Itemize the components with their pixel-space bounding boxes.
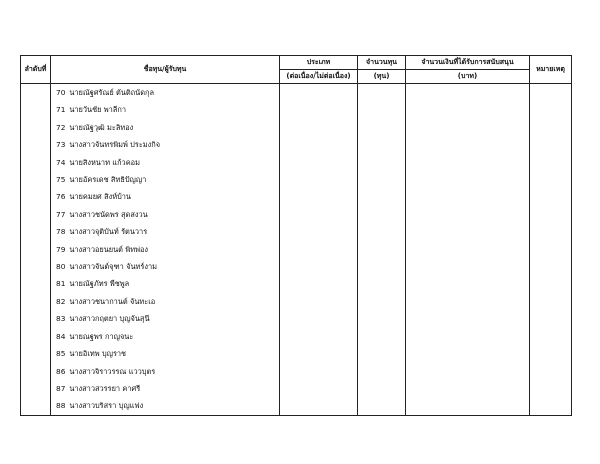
cell-name <box>51 136 280 153</box>
cell-name <box>51 397 280 415</box>
cell-type <box>280 188 358 205</box>
row-number: 70 <box>56 88 66 97</box>
row-number: 74 <box>56 157 66 167</box>
cell-name <box>51 154 280 171</box>
cell-no <box>21 363 51 380</box>
cell-note <box>530 101 572 118</box>
cell-amount <box>406 188 530 205</box>
cell-note <box>530 258 572 275</box>
header-note: หมายเหตุ <box>530 56 572 84</box>
table-header <box>21 56 572 84</box>
cell-note <box>530 397 572 415</box>
cell-amount <box>406 328 530 345</box>
cell-note <box>530 363 572 380</box>
recipient-name: นางสาวกฤตยา บุญจันสุนี <box>69 314 150 324</box>
cell-count <box>358 119 406 136</box>
table-row <box>21 84 572 102</box>
cell-no <box>21 397 51 415</box>
cell-count <box>358 188 406 205</box>
recipient-name: นางสาวชนากานต์ จันทะเอ <box>69 296 156 306</box>
header-no: ลำดับที่ <box>21 56 51 84</box>
table-row <box>21 363 572 380</box>
cell-count <box>358 136 406 153</box>
cell-no <box>21 223 51 240</box>
recipient-name: นางสาวจันต์จุฑา จันทร์งาม <box>69 262 157 272</box>
cell-count <box>358 171 406 188</box>
table-row <box>21 345 572 362</box>
row-number: 77 <box>56 209 66 219</box>
table-row <box>21 380 572 397</box>
cell-note <box>530 241 572 258</box>
cell-name <box>51 328 280 345</box>
row-number: 80 <box>56 262 66 272</box>
recipient-name: นายณัฐภัทร พืชพูล <box>69 279 130 289</box>
cell-name <box>51 84 280 102</box>
cell-type <box>280 363 358 380</box>
grant-table <box>20 55 572 416</box>
row-number: 87 <box>56 383 66 393</box>
cell-type <box>280 275 358 292</box>
row-number: 83 <box>56 314 66 324</box>
cell-name <box>51 101 280 118</box>
recipient-name: นางสาวอยนยนต์ พิทพ่อง <box>69 244 148 254</box>
row-number: 75 <box>56 175 66 185</box>
cell-count <box>358 223 406 240</box>
cell-name <box>51 206 280 223</box>
cell-type <box>280 101 358 118</box>
table-row <box>21 397 572 415</box>
recipient-name: นางสาวจุติบันท์ รัตนวาร <box>69 227 148 237</box>
cell-count <box>358 397 406 415</box>
cell-count <box>358 206 406 223</box>
cell-count <box>358 293 406 310</box>
cell-name <box>51 310 280 327</box>
cell-note <box>530 328 572 345</box>
cell-no <box>21 293 51 310</box>
cell-count <box>358 275 406 292</box>
recipient-name: นายณัฐวุฒิ มะลิทอง <box>69 122 134 132</box>
cell-type <box>280 171 358 188</box>
header-count-sub: (ทุน) <box>358 70 406 84</box>
cell-no <box>21 136 51 153</box>
cell-no <box>21 101 51 118</box>
cell-no <box>21 206 51 223</box>
row-number: 72 <box>56 122 66 132</box>
table-row <box>21 206 572 223</box>
header-count: จำนวนทุน <box>358 56 406 70</box>
table-row <box>21 258 572 275</box>
recipient-name: นายอัครเดช สิทธิปัญญา <box>69 175 147 185</box>
header-type: ประเภท <box>280 56 358 70</box>
row-number: 82 <box>56 296 66 306</box>
cell-count <box>358 258 406 275</box>
cell-type <box>280 328 358 345</box>
header-name: ชื่อทุน/ผู้รับทุน <box>51 56 280 84</box>
recipient-name: นางสาวบริสรา บุญแฟง <box>69 401 144 411</box>
recipient-name: นายคมยศ สิงห์บ้าน <box>69 192 131 202</box>
cell-type <box>280 241 358 258</box>
recipient-name: นางสาวสวรรยา คาศรี <box>69 383 141 393</box>
table-row <box>21 154 572 171</box>
table-row <box>21 101 572 118</box>
table-row <box>21 136 572 153</box>
cell-amount <box>406 101 530 118</box>
cell-no <box>21 154 51 171</box>
table-row <box>21 293 572 310</box>
cell-no <box>21 310 51 327</box>
cell-amount <box>406 345 530 362</box>
table-row <box>21 328 572 345</box>
cell-note <box>530 171 572 188</box>
cell-name <box>51 363 280 380</box>
cell-amount <box>406 84 530 102</box>
cell-note <box>530 223 572 240</box>
header-amount: จำนวนเงินที่ได้รับการสนับสนุน <box>406 56 530 70</box>
recipient-name: นายณฐพร กาญจนะ <box>69 331 134 341</box>
cell-type <box>280 223 358 240</box>
cell-note <box>530 293 572 310</box>
cell-no <box>21 84 51 102</box>
cell-type <box>280 119 358 136</box>
recipient-name: นายณัฐศรัณย์ ตันติถนัดกุล <box>69 88 155 97</box>
cell-amount <box>406 380 530 397</box>
recipient-name: นางสาวจันทรพิมพ์ ประมงกิจ <box>69 140 161 150</box>
recipient-name: นายสิงหนาท แก้วคอม <box>69 157 140 167</box>
header-amount-sub: (บาท) <box>406 70 530 84</box>
cell-type <box>280 310 358 327</box>
cell-count <box>358 345 406 362</box>
recipient-name: นางสาวจิราวรรณ แววบุตร <box>69 366 156 376</box>
cell-type <box>280 345 358 362</box>
cell-no <box>21 345 51 362</box>
recipient-name: นายอิเทพ บุญราช <box>69 349 127 359</box>
cell-amount <box>406 119 530 136</box>
table-row <box>21 119 572 136</box>
row-number: 79 <box>56 244 66 254</box>
cell-note <box>530 84 572 102</box>
cell-type <box>280 258 358 275</box>
cell-no <box>21 171 51 188</box>
table-row <box>21 188 572 205</box>
cell-amount <box>406 397 530 415</box>
cell-count <box>358 328 406 345</box>
recipient-name: นางสาวชนัดพร สุดสงวน <box>69 209 148 219</box>
cell-note <box>530 136 572 153</box>
table-row <box>21 223 572 240</box>
cell-note <box>530 380 572 397</box>
cell-no <box>21 275 51 292</box>
table-row <box>21 171 572 188</box>
cell-name <box>51 171 280 188</box>
cell-note <box>530 345 572 362</box>
cell-name <box>51 188 280 205</box>
cell-no <box>21 380 51 397</box>
cell-name <box>51 241 280 258</box>
cell-amount <box>406 275 530 292</box>
cell-type <box>280 293 358 310</box>
cell-amount <box>406 293 530 310</box>
cell-note <box>530 119 572 136</box>
cell-note <box>530 275 572 292</box>
cell-type <box>280 380 358 397</box>
cell-count <box>358 363 406 380</box>
cell-name <box>51 258 280 275</box>
cell-count <box>358 241 406 258</box>
cell-amount <box>406 363 530 380</box>
table-row <box>21 310 572 327</box>
cell-amount <box>406 136 530 153</box>
cell-amount <box>406 171 530 188</box>
cell-no <box>21 188 51 205</box>
cell-amount <box>406 206 530 223</box>
table-row <box>21 241 572 258</box>
cell-note <box>530 188 572 205</box>
row-number: 81 <box>56 279 66 289</box>
cell-type <box>280 84 358 102</box>
cell-count <box>358 310 406 327</box>
table-row <box>21 275 572 292</box>
cell-type <box>280 397 358 415</box>
cell-no <box>21 119 51 136</box>
cell-name <box>51 223 280 240</box>
cell-no <box>21 258 51 275</box>
row-number: 86 <box>56 366 66 376</box>
row-number: 88 <box>56 401 66 411</box>
cell-name <box>51 345 280 362</box>
cell-amount <box>406 258 530 275</box>
cell-amount <box>406 154 530 171</box>
cell-note <box>530 206 572 223</box>
header-type-sub: (ต่อเนื่อง/ไม่ต่อเนื่อง) <box>280 70 358 84</box>
cell-amount <box>406 223 530 240</box>
table-body <box>21 84 572 416</box>
cell-note <box>530 310 572 327</box>
cell-type <box>280 206 358 223</box>
cell-count <box>358 101 406 118</box>
row-number: 76 <box>56 192 66 202</box>
cell-name <box>51 380 280 397</box>
recipient-name: นายวันชัย พาลีกา <box>69 105 126 115</box>
cell-note <box>530 154 572 171</box>
cell-count <box>358 154 406 171</box>
row-number: 84 <box>56 331 66 341</box>
cell-no <box>21 328 51 345</box>
cell-type <box>280 136 358 153</box>
row-number: 85 <box>56 349 66 359</box>
row-number: 78 <box>56 227 66 237</box>
cell-no <box>21 241 51 258</box>
cell-type <box>280 154 358 171</box>
cell-count <box>358 380 406 397</box>
row-number: 71 <box>56 105 66 115</box>
cell-name <box>51 275 280 292</box>
row-number: 73 <box>56 140 66 150</box>
cell-count <box>358 84 406 102</box>
cell-amount <box>406 241 530 258</box>
cell-name <box>51 119 280 136</box>
cell-name <box>51 293 280 310</box>
cell-amount <box>406 310 530 327</box>
